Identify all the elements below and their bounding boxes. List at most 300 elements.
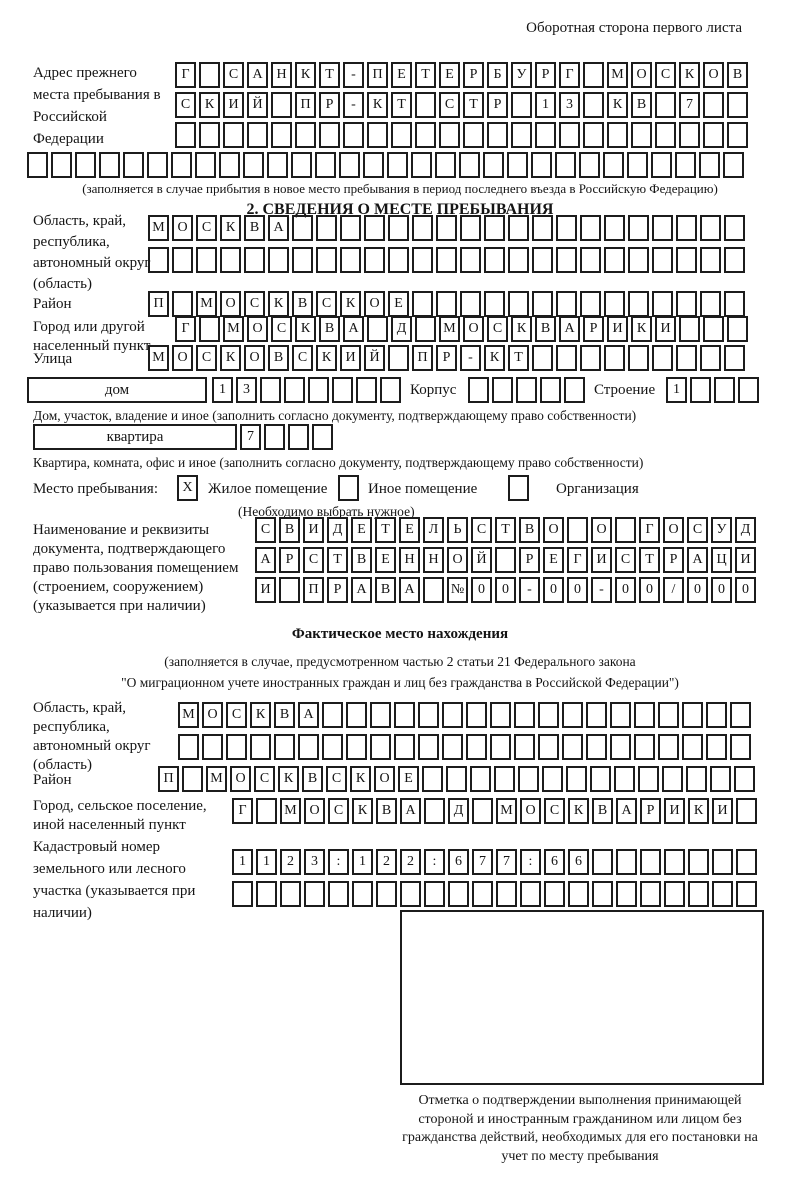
char-box bbox=[712, 881, 733, 907]
char-box bbox=[494, 766, 515, 792]
char-box: П bbox=[295, 92, 316, 118]
char-box bbox=[706, 702, 727, 728]
char-box bbox=[271, 122, 292, 148]
char-box bbox=[267, 152, 288, 178]
char-box bbox=[710, 766, 731, 792]
char-box: 7 bbox=[679, 92, 700, 118]
char-box bbox=[514, 734, 535, 760]
char-box: А bbox=[559, 316, 580, 342]
char-box bbox=[490, 734, 511, 760]
char-box: М bbox=[496, 798, 517, 824]
char-box bbox=[470, 766, 491, 792]
char-box bbox=[415, 316, 436, 342]
char-box: И bbox=[712, 798, 733, 824]
char-box: В bbox=[592, 798, 613, 824]
char-box bbox=[284, 377, 305, 403]
char-box bbox=[490, 702, 511, 728]
char-box: В bbox=[376, 798, 397, 824]
char-box: О bbox=[172, 215, 193, 241]
char-box: П bbox=[148, 291, 169, 317]
char-box: Н bbox=[271, 62, 292, 88]
char-box bbox=[688, 881, 709, 907]
char-box bbox=[288, 424, 309, 450]
char-box: Р bbox=[519, 547, 540, 573]
char-box: С bbox=[471, 517, 492, 543]
char-box: В bbox=[274, 702, 295, 728]
char-box: Р bbox=[319, 92, 340, 118]
char-box bbox=[291, 152, 312, 178]
kadastr-row-2 bbox=[232, 881, 760, 907]
char-box bbox=[415, 92, 436, 118]
char-box: К bbox=[340, 291, 361, 317]
char-box bbox=[640, 881, 661, 907]
char-box: С bbox=[544, 798, 565, 824]
char-box: Т bbox=[495, 517, 516, 543]
char-box bbox=[412, 291, 433, 317]
mesto-option-org: Организация bbox=[556, 481, 639, 497]
char-box bbox=[367, 316, 388, 342]
char-box bbox=[195, 152, 216, 178]
char-box bbox=[564, 377, 585, 403]
dom-box: дом bbox=[27, 377, 207, 403]
char-box bbox=[338, 475, 359, 501]
char-box: С bbox=[244, 291, 265, 317]
char-box bbox=[640, 849, 661, 875]
char-box bbox=[439, 122, 460, 148]
char-box bbox=[492, 377, 513, 403]
char-box: Б bbox=[487, 62, 508, 88]
char-box bbox=[280, 881, 301, 907]
char-box: О bbox=[463, 316, 484, 342]
char-box bbox=[664, 881, 685, 907]
char-box bbox=[615, 517, 636, 543]
char-box bbox=[298, 734, 319, 760]
char-box: Й bbox=[247, 92, 268, 118]
char-box: 7 bbox=[472, 849, 493, 875]
char-box: С bbox=[223, 62, 244, 88]
char-box: Е bbox=[439, 62, 460, 88]
char-box bbox=[616, 881, 637, 907]
char-box: : bbox=[328, 849, 349, 875]
char-box: Д bbox=[735, 517, 756, 543]
ulitsa-row bbox=[148, 345, 748, 371]
char-box: В bbox=[631, 92, 652, 118]
char-box: У bbox=[511, 62, 532, 88]
char-box: : bbox=[424, 849, 445, 875]
char-box: С bbox=[303, 547, 324, 573]
char-box bbox=[435, 152, 456, 178]
char-box: 1 bbox=[666, 377, 687, 403]
char-box bbox=[388, 247, 409, 273]
char-box bbox=[363, 152, 384, 178]
char-box bbox=[147, 152, 168, 178]
char-box: С bbox=[687, 517, 708, 543]
korpus-row bbox=[468, 377, 588, 403]
char-box: Р bbox=[463, 62, 484, 88]
char-box bbox=[703, 122, 724, 148]
stamp-box bbox=[400, 910, 764, 1085]
char-box: 2 bbox=[376, 849, 397, 875]
char-box bbox=[676, 291, 697, 317]
char-box bbox=[182, 766, 203, 792]
page-header-note: Оборотная сторона первого листа bbox=[526, 20, 742, 36]
char-box bbox=[411, 152, 432, 178]
char-box bbox=[295, 122, 316, 148]
char-box: 0 bbox=[567, 577, 588, 603]
char-box bbox=[520, 881, 541, 907]
char-box bbox=[703, 316, 724, 342]
char-box bbox=[418, 734, 439, 760]
char-box bbox=[580, 215, 601, 241]
dom-number-row bbox=[212, 377, 404, 403]
char-box: П bbox=[303, 577, 324, 603]
char-box: М bbox=[148, 345, 169, 371]
char-box bbox=[75, 152, 96, 178]
char-box bbox=[472, 798, 493, 824]
char-box bbox=[422, 766, 443, 792]
char-box: К bbox=[220, 215, 241, 241]
char-box bbox=[544, 881, 565, 907]
char-box bbox=[559, 122, 580, 148]
char-box: В bbox=[727, 62, 748, 88]
char-box: С bbox=[655, 62, 676, 88]
fact-gorod-label: Город, сельское поселение, иной населенный пункт bbox=[33, 798, 207, 833]
char-box: В bbox=[302, 766, 323, 792]
char-box bbox=[380, 377, 401, 403]
char-box: Р bbox=[663, 547, 684, 573]
char-box: С bbox=[326, 766, 347, 792]
char-box bbox=[220, 247, 241, 273]
char-box bbox=[727, 316, 748, 342]
korpus-label: Корпус bbox=[410, 382, 457, 398]
char-box bbox=[243, 152, 264, 178]
char-box bbox=[367, 122, 388, 148]
char-box bbox=[370, 702, 391, 728]
char-box bbox=[690, 377, 711, 403]
char-box bbox=[556, 247, 577, 273]
char-box bbox=[316, 215, 337, 241]
char-box: 6 bbox=[568, 849, 589, 875]
char-box: А bbox=[298, 702, 319, 728]
char-box bbox=[340, 215, 361, 241]
char-box bbox=[714, 377, 735, 403]
char-box bbox=[532, 291, 553, 317]
char-box: П bbox=[412, 345, 433, 371]
fact-raion-label: Район bbox=[33, 772, 72, 788]
char-box: С bbox=[271, 316, 292, 342]
char-box bbox=[738, 377, 759, 403]
char-box: А bbox=[247, 62, 268, 88]
char-box bbox=[727, 92, 748, 118]
char-box: И bbox=[735, 547, 756, 573]
char-box: Т bbox=[415, 62, 436, 88]
char-box bbox=[638, 766, 659, 792]
char-box: 0 bbox=[735, 577, 756, 603]
kvartira-box: квартира bbox=[33, 424, 237, 450]
char-box bbox=[658, 702, 679, 728]
char-box: Д bbox=[448, 798, 469, 824]
char-box: К bbox=[679, 62, 700, 88]
char-box: - bbox=[460, 345, 481, 371]
doc-row-2 bbox=[255, 547, 759, 573]
prev-address-row-3 bbox=[175, 122, 751, 148]
char-box: С bbox=[226, 702, 247, 728]
char-box bbox=[508, 291, 529, 317]
char-box bbox=[178, 734, 199, 760]
char-box: Е bbox=[398, 766, 419, 792]
prev-address-note: (заполняется в случае прибытия в новое место пребывания в период последнего въезда в Российскую Федерацию) bbox=[82, 181, 718, 196]
char-box: Р bbox=[535, 62, 556, 88]
char-box bbox=[460, 291, 481, 317]
char-box: О bbox=[247, 316, 268, 342]
char-box: С bbox=[316, 291, 337, 317]
section2-title: 2. СВЕДЕНИЯ О МЕСТЕ ПРЕБЫВАНИЯ bbox=[246, 201, 554, 218]
char-box bbox=[423, 577, 444, 603]
char-box bbox=[507, 152, 528, 178]
char-box: М bbox=[439, 316, 460, 342]
char-box bbox=[532, 345, 553, 371]
char-box bbox=[292, 247, 313, 273]
char-box bbox=[724, 345, 745, 371]
char-box: К bbox=[607, 92, 628, 118]
char-box: 1 bbox=[535, 92, 556, 118]
char-box: Е bbox=[388, 291, 409, 317]
char-box bbox=[484, 291, 505, 317]
char-box: К bbox=[250, 702, 271, 728]
char-box: 7 bbox=[240, 424, 261, 450]
char-box: В bbox=[319, 316, 340, 342]
char-box: 0 bbox=[495, 577, 516, 603]
fact-title: Фактическое место нахождения bbox=[291, 626, 509, 642]
prev-address-row-4 bbox=[27, 152, 747, 178]
char-box: К bbox=[484, 345, 505, 371]
char-box bbox=[734, 766, 755, 792]
char-box: М bbox=[607, 62, 628, 88]
char-box: Т bbox=[508, 345, 529, 371]
char-box bbox=[730, 702, 751, 728]
char-box bbox=[340, 247, 361, 273]
char-box bbox=[628, 291, 649, 317]
mesto-label: Место пребывания: bbox=[33, 481, 158, 497]
char-box: И bbox=[664, 798, 685, 824]
char-box bbox=[607, 122, 628, 148]
char-box bbox=[651, 152, 672, 178]
char-box bbox=[424, 798, 445, 824]
char-box: Н bbox=[399, 547, 420, 573]
char-box bbox=[699, 152, 720, 178]
char-box bbox=[466, 702, 487, 728]
fact-note-1: (заполняется в случае, предусмотренном частью 2 статьи 21 Федерального закона bbox=[164, 654, 636, 669]
char-box: С bbox=[196, 345, 217, 371]
kadastr-row-1 bbox=[232, 849, 760, 875]
char-box bbox=[346, 702, 367, 728]
char-box bbox=[199, 122, 220, 148]
char-box bbox=[274, 734, 295, 760]
prev-address-row-1 bbox=[175, 62, 751, 88]
char-box bbox=[652, 345, 673, 371]
char-box bbox=[364, 215, 385, 241]
char-box bbox=[244, 247, 265, 273]
char-box: Й bbox=[364, 345, 385, 371]
char-box bbox=[540, 377, 561, 403]
char-box: А bbox=[351, 577, 372, 603]
char-box bbox=[339, 152, 360, 178]
char-box bbox=[387, 152, 408, 178]
char-box: О bbox=[663, 517, 684, 543]
char-box: 1 bbox=[232, 849, 253, 875]
char-box bbox=[652, 215, 673, 241]
char-box: К bbox=[511, 316, 532, 342]
char-box bbox=[604, 345, 625, 371]
char-box: П bbox=[158, 766, 179, 792]
char-box bbox=[518, 766, 539, 792]
char-box bbox=[634, 702, 655, 728]
char-box bbox=[508, 215, 529, 241]
char-box: К bbox=[352, 798, 373, 824]
char-box: О bbox=[172, 345, 193, 371]
gorod-row bbox=[175, 316, 751, 342]
fact-note-2: "О миграционном учете иностранных граждан и лиц без гражданства в Российской Федерации") bbox=[121, 675, 679, 690]
char-box: К bbox=[688, 798, 709, 824]
char-box: О bbox=[631, 62, 652, 88]
char-box: А bbox=[687, 547, 708, 573]
char-box bbox=[484, 215, 505, 241]
char-box bbox=[568, 881, 589, 907]
char-box bbox=[346, 734, 367, 760]
char-box bbox=[232, 881, 253, 907]
char-box: У bbox=[711, 517, 732, 543]
kadastr-label: Кадастровый номер земельного или лесного участка (указывается при наличии) bbox=[33, 839, 196, 921]
char-box bbox=[724, 215, 745, 241]
char-box bbox=[466, 734, 487, 760]
char-box bbox=[496, 881, 517, 907]
char-box: О bbox=[703, 62, 724, 88]
char-box bbox=[586, 734, 607, 760]
char-box: А bbox=[343, 316, 364, 342]
char-box bbox=[652, 291, 673, 317]
char-box bbox=[460, 247, 481, 273]
char-box: Т bbox=[327, 547, 348, 573]
char-box: 3 bbox=[236, 377, 257, 403]
char-box bbox=[508, 475, 529, 501]
char-box bbox=[459, 152, 480, 178]
char-box bbox=[579, 152, 600, 178]
char-box bbox=[712, 849, 733, 875]
char-box: В bbox=[244, 215, 265, 241]
char-box: 0 bbox=[615, 577, 636, 603]
char-box bbox=[171, 152, 192, 178]
prev-address-label: Адрес прежнего места пребывания в Российской Федерации bbox=[33, 65, 161, 147]
char-box: И bbox=[340, 345, 361, 371]
char-box: 3 bbox=[559, 92, 580, 118]
char-box bbox=[531, 152, 552, 178]
char-box bbox=[436, 291, 457, 317]
char-box bbox=[655, 122, 676, 148]
char-box bbox=[394, 734, 415, 760]
oblast-row-2 bbox=[148, 247, 748, 273]
char-box bbox=[394, 702, 415, 728]
char-box bbox=[271, 92, 292, 118]
char-box: 1 bbox=[352, 849, 373, 875]
char-box: Д bbox=[327, 517, 348, 543]
char-box bbox=[724, 247, 745, 273]
char-box: И bbox=[255, 577, 276, 603]
char-box bbox=[542, 766, 563, 792]
char-box: В bbox=[351, 547, 372, 573]
char-box: - bbox=[591, 577, 612, 603]
char-box: Е bbox=[351, 517, 372, 543]
char-box bbox=[436, 215, 457, 241]
stamp-caption: Отметка о подтверждении выполнения принимающей стороной и иностранным гражданином или лицом без гражданства действий, необходимых для его постановки на учет по месту пребывания bbox=[402, 1093, 758, 1164]
char-box: 6 bbox=[544, 849, 565, 875]
char-box bbox=[175, 122, 196, 148]
mesto-option-zhiloe: Жилое помещение bbox=[208, 481, 328, 497]
char-box: Х bbox=[177, 475, 198, 501]
char-box bbox=[376, 881, 397, 907]
char-box: Й bbox=[471, 547, 492, 573]
ulitsa-label: Улица bbox=[33, 351, 73, 367]
char-box: С bbox=[439, 92, 460, 118]
fact-oblast-row-1 bbox=[178, 702, 754, 728]
gorod-label: Город или другой населенный пункт bbox=[33, 319, 151, 354]
char-box: 3 bbox=[304, 849, 325, 875]
char-box: К bbox=[350, 766, 371, 792]
mesto-option-inoe: Иное помещение bbox=[368, 481, 478, 497]
mesto-note: (Необходимо выбрать нужное) bbox=[238, 504, 415, 519]
char-box: С bbox=[292, 345, 313, 371]
char-box: К bbox=[199, 92, 220, 118]
char-box bbox=[627, 152, 648, 178]
char-box bbox=[736, 798, 757, 824]
char-box bbox=[736, 881, 757, 907]
char-box: Р bbox=[640, 798, 661, 824]
char-box: 0 bbox=[543, 577, 564, 603]
char-box bbox=[676, 247, 697, 273]
char-box bbox=[566, 766, 587, 792]
char-box: Т bbox=[319, 62, 340, 88]
char-box bbox=[562, 702, 583, 728]
char-box: О bbox=[543, 517, 564, 543]
fact-raion-row bbox=[158, 766, 758, 792]
char-box bbox=[484, 247, 505, 273]
char-box bbox=[616, 849, 637, 875]
char-box: Г bbox=[639, 517, 660, 543]
doc-row-3 bbox=[255, 577, 759, 603]
char-box bbox=[412, 247, 433, 273]
raion-row bbox=[148, 291, 748, 317]
char-box bbox=[436, 247, 457, 273]
char-box: Р bbox=[327, 577, 348, 603]
char-box bbox=[590, 766, 611, 792]
fact-oblast-label: Область, край, республика, автономный округ (область) bbox=[33, 700, 151, 773]
char-box bbox=[583, 92, 604, 118]
char-box bbox=[676, 215, 697, 241]
char-box bbox=[388, 215, 409, 241]
char-box bbox=[723, 152, 744, 178]
char-box: О bbox=[230, 766, 251, 792]
char-box: Е bbox=[391, 62, 412, 88]
char-box bbox=[495, 547, 516, 573]
char-box bbox=[688, 849, 709, 875]
char-box bbox=[604, 247, 625, 273]
char-box bbox=[679, 316, 700, 342]
char-box bbox=[226, 734, 247, 760]
char-box bbox=[223, 122, 244, 148]
char-box: А bbox=[400, 798, 421, 824]
char-box: Р bbox=[436, 345, 457, 371]
char-box: С bbox=[255, 517, 276, 543]
char-box: А bbox=[255, 547, 276, 573]
